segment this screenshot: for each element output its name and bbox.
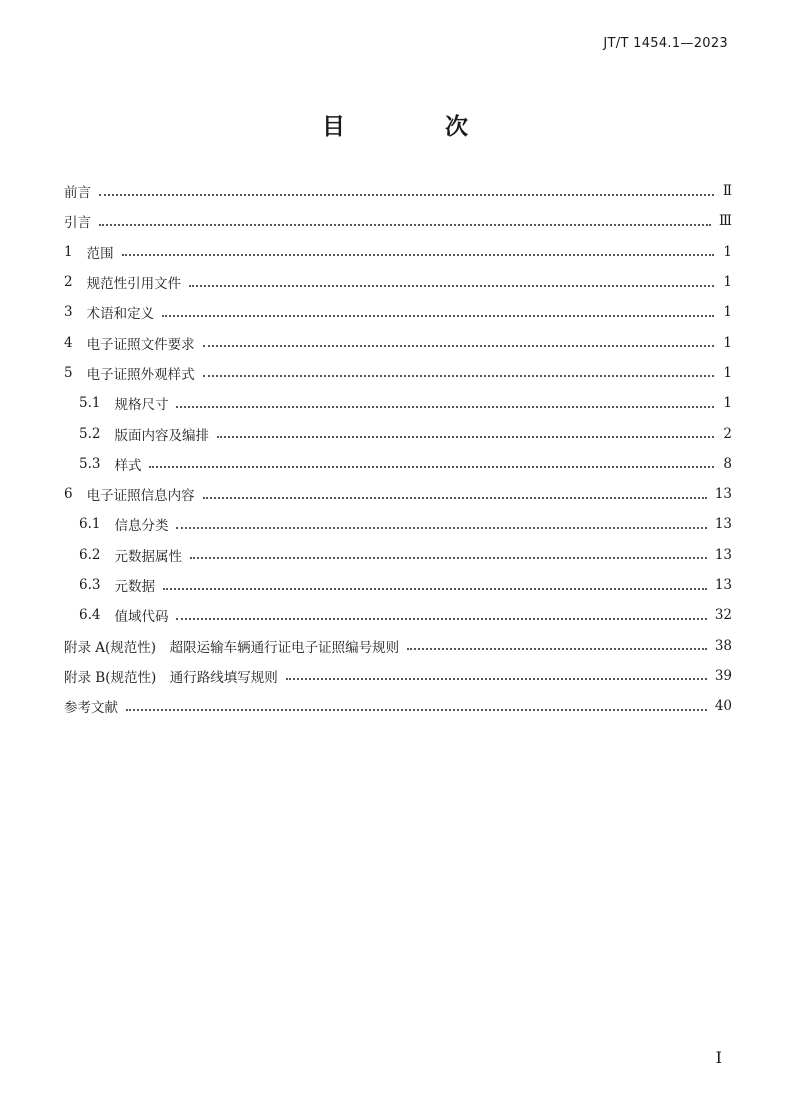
dot-leader	[190, 556, 707, 559]
toc-entry-label: 元数据属性	[114, 548, 182, 565]
toc-entry-number: 6	[64, 486, 73, 503]
dot-leader	[189, 284, 714, 287]
toc-entry-label: 信息分类	[114, 518, 169, 535]
toc-entry-label: 电子证照文件要求	[86, 336, 195, 353]
toc-entry-label: 参考文献	[64, 700, 118, 717]
toc-entry[interactable]	[64, 327, 732, 357]
toc-entry[interactable]	[64, 176, 732, 206]
toc-entry-number: 2	[64, 274, 73, 291]
toc-entry-label: 术语和定义	[86, 306, 155, 323]
toc-entry-number: 1	[64, 243, 73, 260]
toc-entry-page: 1	[723, 395, 732, 412]
toc-entry-page: 32	[714, 607, 732, 624]
toc-entry-number: 6.1	[79, 516, 101, 533]
dot-leader	[203, 344, 714, 347]
toc-entry-page: 13	[714, 516, 732, 533]
toc-entry-number: 6.2	[79, 546, 101, 563]
dot-leader	[176, 617, 706, 620]
toc-entry[interactable]	[64, 540, 732, 570]
page-title: 目 次	[321, 114, 514, 140]
dot-leader	[99, 193, 714, 196]
toc-entry[interactable]	[64, 237, 732, 267]
table-of-contents	[64, 176, 732, 721]
toc-entry-page: 13	[714, 577, 732, 593]
toc-entry-number: 5.1	[79, 395, 101, 412]
toc-entry-label: 版面内容及编排	[114, 427, 209, 444]
toc-entry-label: 电子证照外观样式	[86, 366, 195, 383]
dot-leader	[407, 647, 707, 650]
toc-entry[interactable]	[64, 358, 732, 388]
toc-entry-label: 样式	[114, 457, 142, 474]
toc-entry-label: 前言	[64, 185, 91, 202]
dot-leader	[162, 314, 714, 317]
toc-entry-number: 5.3	[79, 455, 101, 472]
dot-leader	[203, 374, 714, 377]
toc-entry[interactable]	[64, 388, 732, 418]
toc-entry-page: Ⅱ	[722, 183, 732, 200]
toc-entry-label: 规格尺寸	[114, 397, 169, 414]
toc-entry[interactable]	[64, 509, 732, 539]
toc-entry-number: 6.3	[79, 577, 101, 593]
toc-entry-number: 6.4	[79, 607, 101, 624]
dot-leader	[149, 465, 714, 468]
toc-entry[interactable]	[64, 691, 732, 721]
toc-entry[interactable]	[64, 297, 732, 327]
toc-entry[interactable]	[64, 600, 732, 630]
toc-entry-number: 5	[64, 364, 73, 381]
dot-leader	[176, 405, 714, 408]
toc-entry-label: 规范性引用文件	[86, 276, 182, 293]
toc-entry-number: 5.2	[79, 425, 101, 442]
dot-leader	[217, 435, 714, 438]
toc-entry-label: 附录 A(规范性) 超限运输车辆通行证电子证照编号规则	[64, 639, 400, 656]
dot-leader	[176, 526, 706, 529]
toc-entry-page: 1	[723, 274, 732, 291]
toc-entry-page: 40	[714, 698, 732, 715]
toc-entry-page: 8	[723, 455, 732, 472]
toc-entry[interactable]	[64, 630, 732, 660]
toc-entry-page: 1	[723, 243, 732, 260]
toc-entry[interactable]	[64, 267, 732, 297]
toc-entry-page: 13	[714, 546, 732, 563]
toc-entry-page: 2	[723, 425, 732, 442]
standard-code: JT/T 1454.1—2023	[603, 36, 728, 51]
dot-leader	[286, 677, 707, 680]
toc-entry-page: 38	[714, 637, 732, 654]
toc-entry-page: 1	[723, 304, 732, 321]
dot-leader	[163, 587, 707, 590]
toc-entry-page: 1	[723, 364, 732, 381]
toc-entry-label: 范围	[86, 245, 114, 262]
toc-entry-label: 电子证照信息内容	[86, 488, 195, 505]
toc-entry-label: 元数据	[114, 579, 155, 595]
toc-entry[interactable]	[64, 479, 732, 509]
toc-entry-page: 13	[714, 486, 732, 503]
toc-entry[interactable]	[64, 570, 732, 600]
toc-entry-page: 39	[714, 667, 732, 684]
toc-entry-page: 1	[723, 334, 732, 351]
toc-entry-label: 引言	[64, 215, 91, 232]
toc-entry[interactable]	[64, 661, 732, 691]
dot-leader	[203, 496, 707, 499]
toc-entry-number: 3	[64, 304, 73, 321]
toc-entry[interactable]	[64, 449, 732, 479]
toc-entry-label: 附录 B(规范性) 通行路线填写规则	[64, 669, 278, 686]
toc-entry[interactable]	[64, 418, 732, 448]
dot-leader	[126, 708, 707, 711]
dot-leader	[99, 223, 711, 226]
toc-entry[interactable]	[64, 206, 732, 236]
toc-entry-number: 4	[64, 334, 73, 351]
toc-entry-label: 值域代码	[114, 609, 169, 626]
page-number: I	[715, 1048, 722, 1067]
toc-entry-page: Ⅲ	[718, 213, 732, 230]
dot-leader	[122, 253, 714, 256]
